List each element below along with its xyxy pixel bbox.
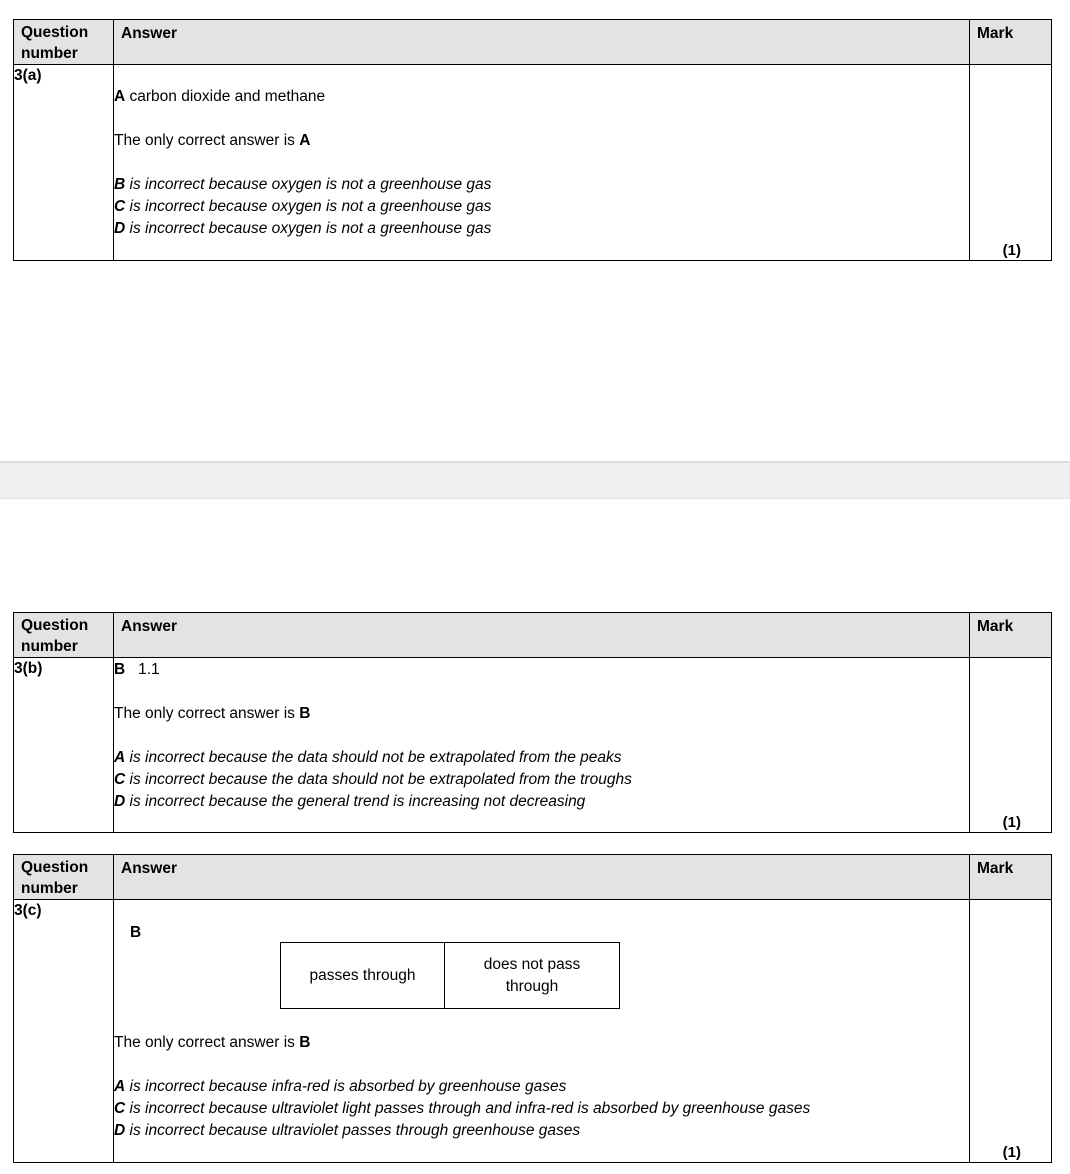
- table-header-row: [14, 613, 1052, 658]
- mark-value: (1): [1002, 814, 1021, 831]
- reason-letter: D: [114, 220, 126, 237]
- header-answer: Answer: [114, 855, 970, 900]
- only-correct-line: [114, 1032, 969, 1054]
- mark-cell: [970, 658, 1052, 833]
- reason-text: is incorrect because ultraviolet light passes through and infra-red is absorbed by greenhouse gases: [129, 1100, 811, 1117]
- answer-option-box: [280, 942, 620, 1009]
- table-header-row: [14, 20, 1052, 65]
- only-correct-text: The only correct answer is: [114, 132, 295, 149]
- reason-line: [114, 218, 969, 240]
- table-row: [14, 65, 1052, 261]
- header-question-number: Question number: [14, 20, 114, 65]
- reason-text: is incorrect because oxygen is not a greenhouse gas: [129, 220, 492, 237]
- mark-value: (1): [1002, 242, 1021, 259]
- mark-cell: [970, 900, 1052, 1163]
- only-correct-line: [114, 130, 969, 152]
- reason-line: [114, 174, 969, 196]
- mark-scheme-table-3b: [13, 612, 1052, 833]
- answer-cell: [114, 658, 970, 833]
- header-question-number: Question number: [14, 855, 114, 900]
- answer-cell: [114, 65, 970, 261]
- reason-letter: A: [114, 749, 126, 766]
- reason-line: [114, 747, 969, 769]
- answer-line: [114, 659, 969, 681]
- reason-letter: C: [114, 771, 126, 788]
- reason-text: is incorrect because oxygen is not a greenhouse gas: [129, 198, 492, 215]
- header-answer: Answer: [114, 613, 970, 658]
- page-separator: [0, 461, 1070, 499]
- reason-letter: C: [114, 198, 126, 215]
- only-correct-letter: B: [299, 1034, 311, 1051]
- answer-cell: [114, 900, 970, 1163]
- only-correct-text: The only correct answer is: [114, 705, 295, 722]
- reason-letter: D: [114, 1122, 126, 1139]
- reason-text: is incorrect because the general trend is increasing not decreasing: [129, 793, 586, 810]
- only-correct-text: The only correct answer is: [114, 1034, 295, 1051]
- reason-text: is incorrect because ultraviolet passes through greenhouse gases: [129, 1122, 581, 1139]
- reason-letter: A: [114, 1078, 126, 1095]
- reason-text: is incorrect because oxygen is not a greenhouse gas: [129, 176, 492, 193]
- table-row: [14, 900, 1052, 1163]
- answer-letter: B: [114, 661, 126, 678]
- mark-scheme-table-3c: [13, 854, 1052, 1163]
- reason-line: [114, 1098, 969, 1120]
- reason-text: is incorrect because the data should not be extrapolated from the troughs: [129, 771, 632, 788]
- question-number: 3(b): [14, 658, 114, 833]
- only-correct-letter: A: [299, 132, 311, 149]
- reason-line: [114, 769, 969, 791]
- answer-letter: B: [130, 924, 142, 941]
- question-number: 3(a): [14, 65, 114, 261]
- reason-text: is incorrect because infra-red is absorbed by greenhouse gases: [129, 1078, 567, 1095]
- reason-line: [114, 1120, 969, 1142]
- table-header-row: [14, 855, 1052, 900]
- header-mark: Mark: [970, 20, 1052, 65]
- header-question-number: Question number: [14, 613, 114, 658]
- answer-letter: A: [114, 88, 126, 105]
- header-mark: Mark: [970, 613, 1052, 658]
- mark-value: (1): [1002, 1144, 1021, 1161]
- reason-letter: B: [114, 176, 126, 193]
- reason-line: [114, 791, 969, 813]
- question-number: 3(c): [14, 900, 114, 1163]
- reason-letter: C: [114, 1100, 126, 1117]
- only-correct-line: [114, 703, 969, 725]
- header-answer: Answer: [114, 20, 970, 65]
- reason-text: is incorrect because the data should not be extrapolated from the peaks: [129, 749, 622, 766]
- reason-line: [114, 1076, 969, 1098]
- header-mark: Mark: [970, 855, 1052, 900]
- mark-scheme-table-3a: [13, 19, 1052, 261]
- mark-cell: [970, 65, 1052, 261]
- table-row: [14, 658, 1052, 833]
- option-cell-text: does not pass through: [483, 955, 581, 995]
- answer-text: carbon dioxide and methane: [129, 88, 326, 105]
- only-correct-letter: B: [299, 705, 311, 722]
- option-cell-passes-through: passes through: [281, 943, 445, 1008]
- option-cell-does-not-pass: [445, 943, 619, 1008]
- answer-text: 1.1: [138, 661, 160, 678]
- reason-line: [114, 196, 969, 218]
- answer-line: [114, 86, 969, 108]
- reason-letter: D: [114, 793, 126, 810]
